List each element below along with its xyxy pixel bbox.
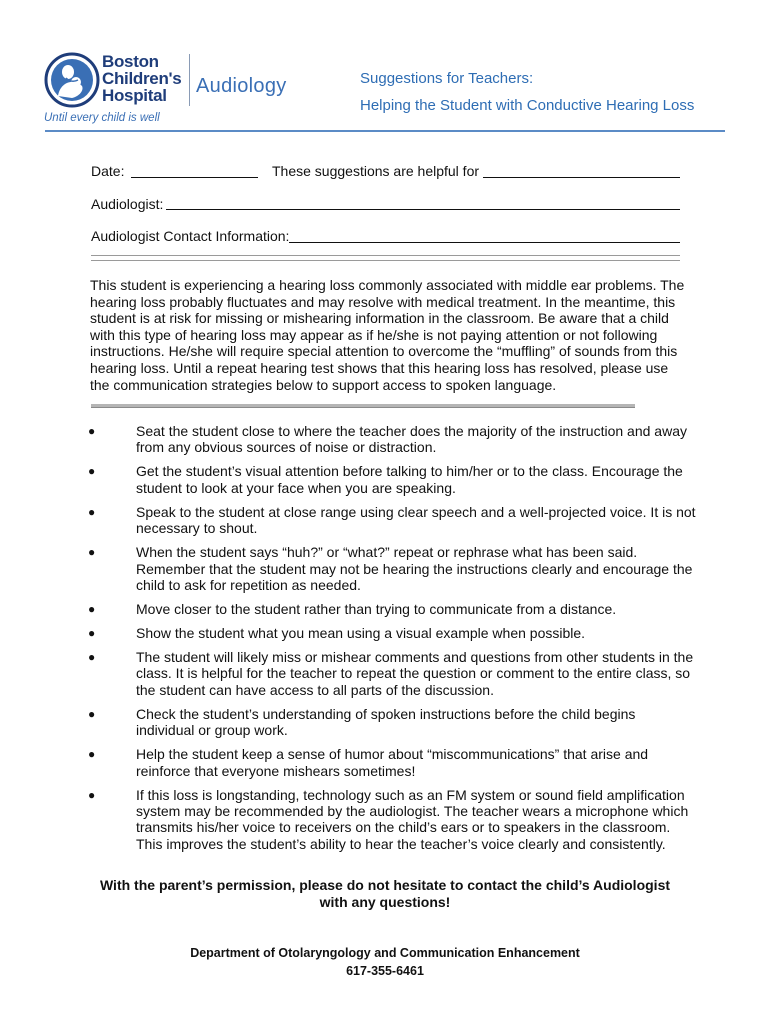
audiologist-label: Audiologist: xyxy=(91,196,164,212)
suggestion-text: Help the student keep a sense of humor about “miscommunications” that arise and reinforce that everyone mishears sometimes! xyxy=(136,746,649,779)
logo-divider xyxy=(189,54,190,106)
bullet-icon: ● xyxy=(88,787,96,802)
intro-divider xyxy=(91,404,635,408)
bullet-icon: ● xyxy=(88,706,96,721)
suggestion-item xyxy=(86,625,696,641)
suggestion-text: Check the student’s understanding of spoken instructions before the child begins individual or group work. xyxy=(136,705,636,739)
suggestion-text: Speak to the student at close range using clear speech and a well-projected voice. It is not necessary to shout. xyxy=(136,503,696,537)
logo-department: Audiology xyxy=(196,75,287,97)
date-blank[interactable] xyxy=(131,177,258,178)
logo-name-line1: Boston xyxy=(102,52,159,71)
hospital-logo xyxy=(44,52,314,132)
suggestion-item xyxy=(86,746,696,779)
suggestion-text: If this loss is longstanding, technology such as an FM system or sound field amplification system may be recommended by the audiologist. The teacher wears a microphone which transmits his/her voice to receivers on the child’s ears or to speakers in the classroom. This improves the student’s ability to hear the teacher’s voice clearly and consistently. xyxy=(136,786,689,852)
suggestion-text: Move closer to the student rather than trying to communicate from a distance. xyxy=(136,601,617,618)
suggestion-item xyxy=(86,423,696,456)
footer-phone: 617-355-6461 xyxy=(346,964,424,978)
suggestion-item xyxy=(86,504,696,537)
bullet-icon: ● xyxy=(88,626,96,641)
bullet-icon: ● xyxy=(88,464,96,479)
bullet-icon: ● xyxy=(88,504,96,519)
hospital-seal-icon xyxy=(44,52,100,108)
header-divider xyxy=(45,130,725,132)
suggestion-item xyxy=(86,601,696,617)
logo-name-line3: Hospital xyxy=(102,86,167,105)
suggestion-item xyxy=(86,787,696,853)
intro-paragraph: This student is experiencing a hearing loss commonly associated with middle ear problems. The hearing loss probably fluctuates and may resolve with medical treatment. In the meantime, this student is at risk for missing or mishearing information in the classroom. Be aware that a child with this type of hearing loss may appear as if he/she is not paying attention or not following instructions. He/she will require special attention to overcome the “muffling” of sounds from this hearing loss. Until a repeat hearing test shows that this hearing loss has resolved, please use the communication strategies below to support access to spoken language. xyxy=(90,277,685,393)
bullet-icon: ● xyxy=(88,602,96,617)
suggestion-text: Show the student what you mean using a visual example when possible. xyxy=(136,625,586,642)
logo-name-line2: Children's xyxy=(102,69,182,88)
helpful-for-blank[interactable] xyxy=(483,177,680,178)
suggestion-item xyxy=(86,463,696,496)
footer xyxy=(170,944,600,980)
audiologist-blank[interactable] xyxy=(166,209,680,210)
suggestion-text: Get the student’s visual attention before talking to him/her or to the class. Encourage the student to look at your face when you are speaking. xyxy=(136,463,683,496)
contact-info-blank[interactable] xyxy=(289,242,680,243)
suggestion-item xyxy=(86,649,696,698)
bullet-icon: ● xyxy=(88,747,96,762)
bullet-icon: ● xyxy=(88,650,96,665)
contact-info-label: Audiologist Contact Information: xyxy=(91,228,290,244)
helpful-for-label: These suggestions are helpful for xyxy=(272,163,480,179)
date-field-label: Date: xyxy=(91,163,125,179)
form-divider xyxy=(91,255,680,261)
page-title: Suggestions for Teachers: xyxy=(360,70,534,87)
suggestion-item xyxy=(86,706,696,739)
suggestion-text: When the student says “huh?” or “what?” repeat or rephrase what has been said. Remember that the student may not be hearing the instructions clearly and encourage the child to ask for repetition as needed. xyxy=(136,544,693,594)
closing-statement: With the parent’s permission, please do not hesitate to contact the child’s Audiologist with any questions! xyxy=(99,877,671,910)
bullet-icon: ● xyxy=(88,545,96,560)
suggestion-text: The student will likely miss or mishear comments and questions from other students in the class. It is helpful for the teacher to repeat the question or comment to the entire class, so the student can have access to all parts of the discussion. xyxy=(136,649,694,698)
suggestion-item xyxy=(86,544,696,593)
suggestion-list xyxy=(86,423,696,860)
logo-tagline: Until every child is well xyxy=(44,112,160,124)
suggestion-text: Seat the student close to where the teacher does the majority of the instruction and away from any obvious sources of noise or distraction. xyxy=(136,423,687,456)
bullet-icon: ● xyxy=(88,424,96,438)
page-subtitle: Helping the Student with Conductive Hearing Loss xyxy=(360,97,695,114)
footer-department: Department of Otolaryngology and Communication Enhancement xyxy=(190,946,580,960)
